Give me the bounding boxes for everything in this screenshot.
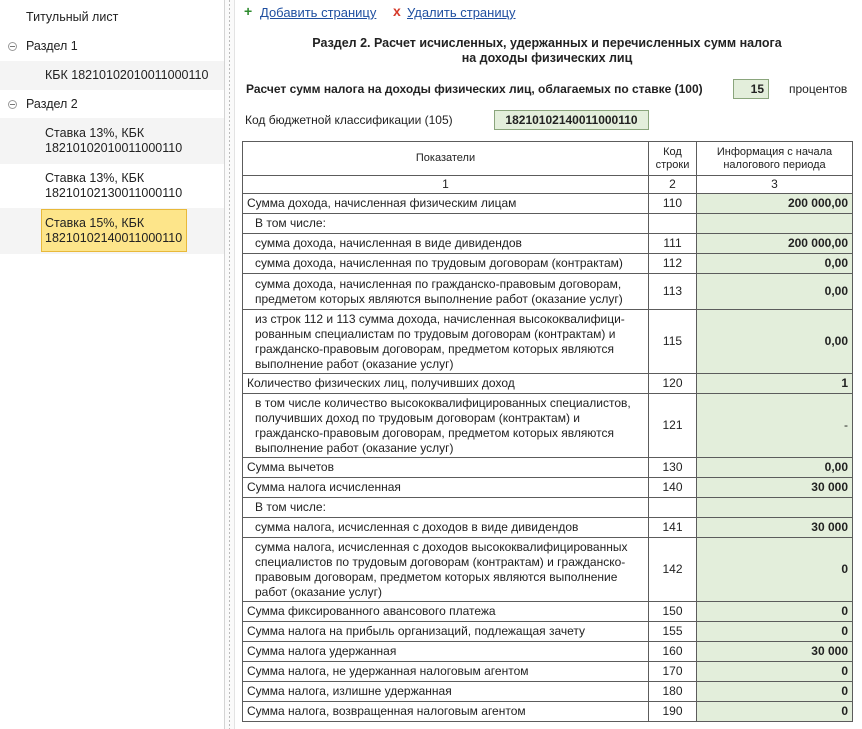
row-code: 110: [649, 194, 697, 214]
row-value[interactable]: 200 000,00: [697, 234, 853, 254]
table-row: [243, 194, 853, 214]
table-row: [243, 274, 853, 310]
table-row: [243, 602, 853, 622]
row-code: 160: [649, 642, 697, 662]
column-number: 2: [649, 176, 697, 194]
row-label: Сумма вычетов: [243, 458, 649, 478]
row-code: [649, 498, 697, 518]
row-value[interactable]: 0: [697, 682, 853, 702]
delete-page-link[interactable]: Удалить страницу: [407, 5, 516, 20]
row-value[interactable]: 200 000,00: [697, 194, 853, 214]
row-value[interactable]: 0: [697, 602, 853, 622]
row-code: 120: [649, 374, 697, 394]
row-value: [697, 498, 853, 518]
table-row: [243, 374, 853, 394]
rate-label: Расчет сумм налога на доходы физических лиц, облагаемых по ставке (100): [246, 82, 703, 96]
row-label: Сумма фиксированного авансового платежа: [243, 602, 649, 622]
row-code: 180: [649, 682, 697, 702]
kbk-field[interactable]: 18210102140011000110: [494, 110, 649, 130]
row-code: 115: [649, 310, 697, 374]
table-row: [243, 394, 853, 458]
column-header-code: Код строки: [649, 142, 697, 176]
column-number: 3: [697, 176, 853, 194]
tree-item-label-code: 18210102010011000110: [45, 141, 183, 155]
row-label: Сумма налога, излишне удержанная: [243, 682, 649, 702]
row-code: 111: [649, 234, 697, 254]
row-value[interactable]: 0: [697, 538, 853, 602]
tree-item-label: Ставка 13%, КБК: [45, 126, 145, 140]
collapse-icon[interactable]: [8, 100, 17, 109]
table-row: [243, 642, 853, 662]
row-label: Сумма налога на прибыль организаций, подлежащая зачету: [243, 622, 649, 642]
row-code: 112: [649, 254, 697, 274]
table-row: [243, 254, 853, 274]
table-column-numbers-row: [243, 176, 853, 194]
section-title-line2: на доходы физических лиц: [461, 51, 633, 65]
rate-unit: процентов: [789, 82, 848, 96]
column-header-indicators: Показатели: [243, 142, 649, 176]
table-row: [243, 458, 853, 478]
row-code: 190: [649, 702, 697, 722]
section-title-line1: Раздел 2. Расчет исчисленных, удержанных и перечисленных сумм налога: [312, 36, 782, 50]
row-value[interactable]: 0,00: [697, 458, 853, 478]
row-label: Сумма налога исчисленная: [243, 478, 649, 498]
row-label: В том числе:: [243, 214, 649, 234]
panel-splitter[interactable]: [225, 0, 235, 729]
row-value[interactable]: -: [697, 394, 853, 458]
row-label: из строк 112 и 113 сумма дохода, начисленная высококвалифици-рованным специалистам по трудовым договорам (контрактам) и гражданско-правовым договорам, предметом которых являются выполнение работ (оказание услуг): [243, 310, 649, 374]
table-row: [243, 538, 853, 602]
tree-item-rate-13-kbk-1[interactable]: [0, 118, 224, 164]
row-code: 155: [649, 622, 697, 642]
row-label: сумма дохода, начисленная по трудовым договорам (контрактам): [243, 254, 649, 274]
row-code: 142: [649, 538, 697, 602]
tree-item-label: Ставка 13%, КБК: [45, 171, 145, 185]
tree-item-label-code: 18210102130011000110: [45, 186, 183, 200]
tree-item-rate-13-kbk-2[interactable]: [0, 164, 224, 208]
tree-item-section-2[interactable]: [0, 90, 224, 118]
tree-item-label-code: 18210102140011000110: [45, 231, 183, 245]
row-label: сумма дохода, начисленная в виде дивидендов: [243, 234, 649, 254]
delete-icon: x: [393, 3, 401, 19]
row-label: в том числе количество высококвалифицированных специалистов, получивших доход по трудовым договорам (контрактам) и гражданско-правовым договорам, предметом которых являются выполнение работ (оказание услуг): [243, 394, 649, 458]
tree-item-rate-15-kbk[interactable]: [0, 208, 224, 254]
row-value[interactable]: 0: [697, 662, 853, 682]
tree-item-label: Ставка 15%, КБК: [45, 216, 145, 230]
table-row: [243, 682, 853, 702]
row-code: 141: [649, 518, 697, 538]
tree-item-label: Титульный лист: [26, 10, 119, 24]
tree-item-title-page[interactable]: [0, 0, 224, 32]
tree-item-section-1[interactable]: [0, 32, 224, 61]
table-row: [243, 702, 853, 722]
table-row: [243, 234, 853, 254]
row-code: 130: [649, 458, 697, 478]
add-icon: +: [244, 3, 253, 19]
row-label: Количество физических лиц, получивших доход: [243, 374, 649, 394]
navigation-tree: [0, 0, 225, 729]
row-value[interactable]: 30 000: [697, 518, 853, 538]
row-label: сумма дохода, начисленная по гражданско-правовым договорам, предметом которых являются выполнение работ (оказание услуг): [243, 274, 649, 310]
row-label: Сумма налога удержанная: [243, 642, 649, 662]
report-table: [242, 141, 853, 722]
row-code: 170: [649, 662, 697, 682]
column-header-info: Информация с начала налогового периода: [697, 142, 853, 176]
table-row: [243, 498, 853, 518]
row-label: Сумма дохода, начисленная физическим лицам: [243, 194, 649, 214]
row-label: Сумма налога, не удержанная налоговым агентом: [243, 662, 649, 682]
row-value[interactable]: 30 000: [697, 478, 853, 498]
add-page-link[interactable]: Добавить страницу: [260, 5, 377, 20]
row-code: 121: [649, 394, 697, 458]
section-title: [252, 36, 842, 66]
row-label: В том числе:: [243, 498, 649, 518]
splitter-grip: [229, 0, 230, 729]
row-value[interactable]: 1: [697, 374, 853, 394]
row-value[interactable]: 0,00: [697, 310, 853, 374]
row-value: [697, 214, 853, 234]
rate-field[interactable]: 15: [733, 79, 769, 99]
row-code: 150: [649, 602, 697, 622]
row-value[interactable]: 30 000: [697, 642, 853, 662]
table-row: [243, 478, 853, 498]
table-row: [243, 214, 853, 234]
row-code: 140: [649, 478, 697, 498]
table-row: [243, 310, 853, 374]
table-row: [243, 662, 853, 682]
table-header-row: [243, 142, 853, 176]
row-label: сумма налога, исчисленная с доходов высококвалифицированных специалистов по трудовым договорам (контрактам) и гражданско-правовым договорам, предметом которых являются выполнение работ (оказание услуг): [243, 538, 649, 602]
column-number: 1: [243, 176, 649, 194]
row-value[interactable]: 0,00: [697, 274, 853, 310]
tree-item-label: КБК 18210102010011000110: [45, 68, 209, 82]
row-value[interactable]: 0,00: [697, 254, 853, 274]
table-row: [243, 518, 853, 538]
table-row: [243, 622, 853, 642]
row-label: сумма налога, исчисленная с доходов в виде дивидендов: [243, 518, 649, 538]
tree-item-label: Раздел 2: [26, 97, 78, 111]
row-code: [649, 214, 697, 234]
tree-item-label: Раздел 1: [26, 39, 78, 53]
collapse-icon[interactable]: [8, 42, 17, 51]
tree-item-kbk-section-1[interactable]: [0, 61, 224, 90]
row-code: 113: [649, 274, 697, 310]
row-value[interactable]: 0: [697, 622, 853, 642]
kbk-label: Код бюджетной классификации (105): [245, 113, 453, 127]
row-label: Сумма налога, возвращенная налоговым агентом: [243, 702, 649, 722]
row-value[interactable]: 0: [697, 702, 853, 722]
